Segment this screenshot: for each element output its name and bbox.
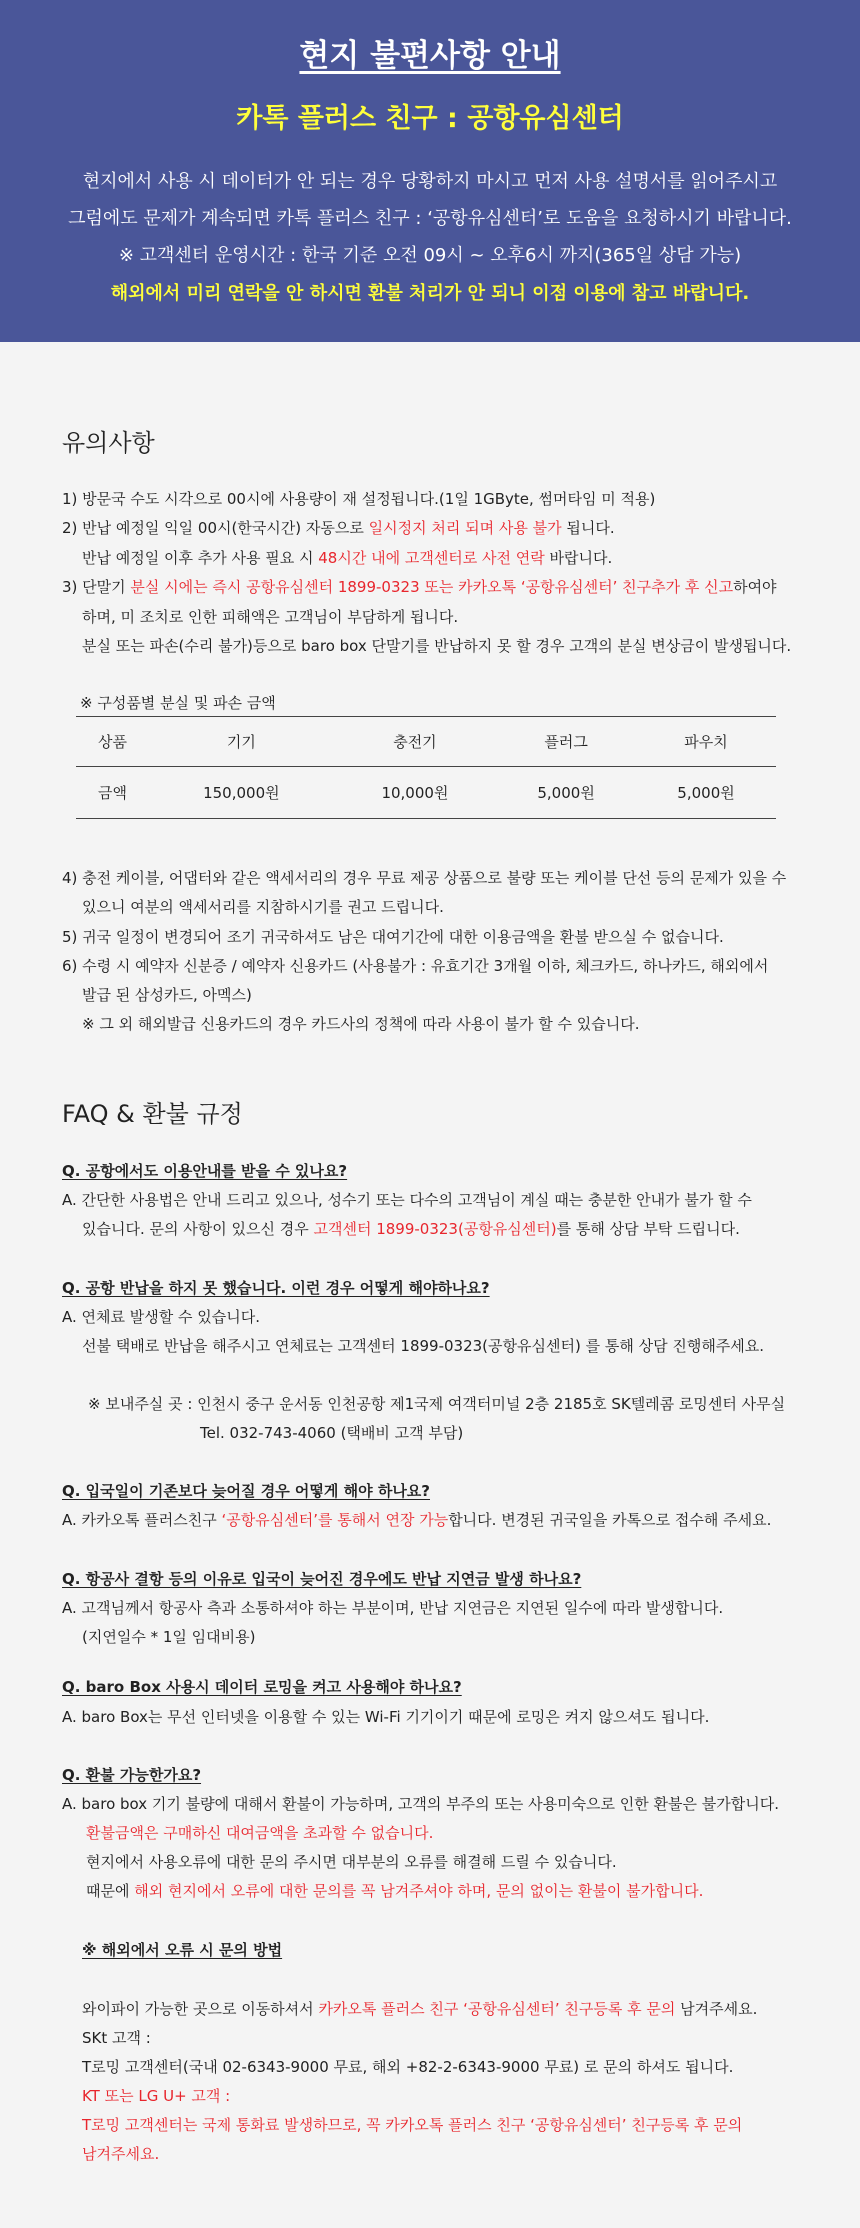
note-4-line-2: 있으니 여분의 액세서리를 지참하시기를 권고 드립니다. xyxy=(82,898,444,916)
kt-lg-customer-label: KT 또는 LG U+ 고객 : xyxy=(82,2087,231,2105)
answer-text: A. 카카오톡 플러스친구 xyxy=(62,1511,222,1529)
faq-answer-1-line-2 xyxy=(82,1220,740,1238)
table-header-cell: 파우치 xyxy=(684,733,728,751)
table-cell: 5,000원 xyxy=(636,767,776,819)
faq-question-6: Q. 환불 가능한가요? xyxy=(62,1766,202,1784)
faq-question-1: Q. 공항에서도 이용안내를 받을 수 있나요? xyxy=(62,1162,348,1180)
note-5: 5) 귀국 일정이 변경되어 조기 귀국하셔도 남은 대여기간에 대한 이용금액을 환불 받으실 수 없습니다. xyxy=(62,928,724,946)
faq-answer-2: A. 연체료 발생할 수 있습니다. xyxy=(62,1308,260,1326)
banner-subtitle: 카톡 플러스 친구 : 공항유심센터 xyxy=(236,103,624,134)
note-2-detail xyxy=(82,549,612,567)
overseas-contact-heading: ※ 해외에서 오류 시 문의 방법 xyxy=(82,1941,283,1959)
banner-line-2: 그럼에도 문제가 계속되면 카톡 플러스 친구 : ‘공항유심센터’로 도움을 요청하시기 바랍니다. xyxy=(68,208,792,229)
answer-text: 남겨주세요. xyxy=(675,2000,758,2018)
faq-answer-6-line-4 xyxy=(86,1882,703,1900)
table-caption: ※ 구성품별 분실 및 파손 금액 xyxy=(80,694,276,712)
table-header-cell: 기기 xyxy=(226,733,256,751)
answer-text: 를 통해 상담 부탁 드립니다. xyxy=(556,1220,740,1238)
faq-answer-2-line-2: 선불 택배로 반납을 해주시고 연체료는 고객센터 1899-0323(공항유심센터) 를 통해 상담 진행해주세요. xyxy=(82,1337,765,1355)
skt-customer-info: T로밍 고객센터(국내 02-6343-9000 무료, 해외 +82-2-6343-9000 무료) 로 문의 하셔도 됩니다. xyxy=(82,2058,734,2076)
table-cell: 금액 xyxy=(76,767,149,819)
note-text: 바랍니다. xyxy=(544,549,613,567)
note-4: 4) 충전 케이블, 어댑터와 같은 액세서리의 경우 무료 제공 상품으로 불량 또는 케이블 단선 등의 문제가 있을 수 xyxy=(62,869,787,887)
note-highlight: 일시정지 처리 되며 사용 불가 xyxy=(368,519,562,537)
faq-heading: FAQ & 환불 규정 xyxy=(62,1100,243,1128)
banner-line-4: 해외에서 미리 연락을 안 하시면 환불 처리가 안 되니 이점 이용에 참고 바랍니다. xyxy=(110,283,750,304)
return-address: ※ 보내주실 곳 : 인천시 중구 운서동 인천공항 제1국제 여객터미널 2층 2185호 SK텔레콤 로밍센터 사무실 xyxy=(88,1395,786,1413)
notes-heading: 유의사항 xyxy=(62,429,155,457)
answer-text: 합니다. 변경된 귀국일을 카톡으로 접수해 주세요. xyxy=(448,1511,772,1529)
table-cell: 150,000원 xyxy=(149,767,334,819)
note-text: 3) 단말기 xyxy=(62,578,131,596)
overseas-contact-line-1 xyxy=(82,2000,757,2018)
answer-highlight: ‘공항유심센터’를 통해서 연장 가능 xyxy=(221,1511,449,1529)
faq-question-2: Q. 공항 반납을 하지 못 했습니다. 이런 경우 어떻게 해야하나요? xyxy=(62,1279,490,1297)
faq-question-3: Q. 입국일이 기존보다 늦어질 경우 어떻게 해야 하나요? xyxy=(62,1482,430,1500)
faq-answer-6-line-3: 현지에서 사용오류에 대한 문의 주시면 대부분의 오류를 해결해 드릴 수 있습니다. xyxy=(86,1853,617,1871)
faq-answer-3 xyxy=(62,1511,771,1529)
table-header-row xyxy=(76,717,776,767)
faq-answer-6: A. baro box 기기 불량에 대해서 환불이 가능하며, 고객의 부주의 또는 사용미숙으로 인한 환불은 불가합니다. xyxy=(62,1795,780,1813)
return-phone: Tel. 032-743-4060 (택배비 고객 부담) xyxy=(200,1424,464,1442)
faq-answer-4-line-2: (지연일수 * 1일 임대비용) xyxy=(82,1628,256,1646)
answer-text: 때문에 xyxy=(86,1882,135,1900)
answer-text: 와이파이 가능한 곳으로 이동하셔서 xyxy=(82,2000,319,2018)
note-1: 1) 방문국 수도 시각으로 00시에 사용량이 재 설정됩니다.(1일 1GByte, 썸머타임 미 적용) xyxy=(62,490,656,508)
note-text: 반납 예정일 이후 추가 사용 필요 시 xyxy=(82,549,319,567)
table-cell: 5,000원 xyxy=(496,767,636,819)
answer-highlight: 카카오톡 플러스 친구 ‘공항유심센터’ 친구등록 후 문의 xyxy=(318,2000,676,2018)
note-6-line-2: 발급 된 삼성카드, 아멕스) xyxy=(82,986,252,1004)
answer-highlight: 해외 현지에서 오류에 대한 문의를 꼭 남겨주셔야 하며, 문의 없이는 환불이 불가합니다. xyxy=(134,1882,704,1900)
note-text: 2) 반납 예정일 익일 00시(한국시간) 자동으로 xyxy=(62,519,369,537)
kt-lg-customer-info-line-2: 남겨주세요. xyxy=(82,2145,160,2163)
table-header-cell: 상품 xyxy=(97,733,127,751)
faq-answer-4: A. 고객님께서 항공사 측과 소통하셔야 하는 부분이며, 반납 지연금은 지연된 일수에 따라 발생합니다. xyxy=(62,1599,724,1617)
table-row xyxy=(76,767,776,819)
table-header-cell: 플러그 xyxy=(544,733,588,751)
notice-banner xyxy=(0,0,860,342)
note-2 xyxy=(62,519,615,537)
skt-customer-label: SKt 고객 : xyxy=(82,2029,151,2047)
banner-line-1: 현지에서 사용 시 데이터가 안 되는 경우 당황하지 마시고 먼저 사용 설명서를 읽어주시고 xyxy=(82,171,778,192)
table-cell: 10,000원 xyxy=(334,767,496,819)
banner-line-3: ※ 고객센터 운영시간 : 한국 기준 오전 09시 ~ 오후6시 까지(365일 상담 가능) xyxy=(118,245,742,266)
note-text: 하여야 xyxy=(733,578,777,596)
faq-question-5: Q. baro Box 사용시 데이터 로밍을 켜고 사용해야 하나요? xyxy=(62,1678,462,1696)
loss-fee-table xyxy=(76,716,776,819)
note-highlight: 분실 시에는 즉시 공항유심센터 1899-0323 또는 카카오톡 ‘공항유심센터’ 친구추가 후 신고 xyxy=(130,578,734,596)
note-text: 됩니다. xyxy=(561,519,615,537)
faq-answer-1: A. 간단한 사용법은 안내 드리고 있으나, 성수기 또는 다수의 고객님이 계실 때는 충분한 안내가 불가 할 수 xyxy=(62,1191,752,1209)
kt-lg-customer-info: T로밍 고객센터는 국제 통화료 발생하므로, 꼭 카카오톡 플러스 친구 ‘공항유심센터’ 친구등록 후 문의 xyxy=(82,2116,743,2134)
note-6-line-3: ※ 그 외 해외발급 신용카드의 경우 카드사의 정책에 따라 사용이 불가 할 수 있습니다. xyxy=(82,1015,640,1033)
note-3 xyxy=(62,578,777,596)
refund-limit-note: 환불금액은 구매하신 대여금액을 초과할 수 없습니다. xyxy=(86,1824,434,1842)
table-header-cell: 충전기 xyxy=(393,733,437,751)
note-3-line-2: 하며, 미 조치로 인한 피해액은 고객님이 부담하게 됩니다. xyxy=(82,608,459,626)
note-3-line-3: 분실 또는 파손(수리 불가)등으로 baro box 단말기를 반납하지 못 할 경우 고객의 분실 변상금이 발생됩니다. xyxy=(82,637,792,655)
answer-highlight: 고객센터 1899-0323(공항유심센터) xyxy=(313,1220,557,1238)
banner-title: 현지 불편사항 안내 xyxy=(299,38,561,74)
faq-question-4: Q. 항공사 결항 등의 이유로 입국이 늦어진 경우에도 반납 지연금 발생 하나요? xyxy=(62,1570,582,1588)
faq-answer-5: A. baro Box는 무선 인터넷을 이용할 수 있는 Wi-Fi 기기이기 때문에 로밍은 켜지 않으셔도 됩니다. xyxy=(62,1708,710,1726)
note-6: 6) 수령 시 예약자 신분증 / 예약자 신용카드 (사용불가 : 유효기간 3개월 이하, 체크카드, 하나카드, 해외에서 xyxy=(62,957,769,975)
answer-text: 있습니다. 문의 사항이 있으신 경우 xyxy=(82,1220,314,1238)
note-highlight: 48시간 내에 고객센터로 사전 연락 xyxy=(318,549,545,567)
